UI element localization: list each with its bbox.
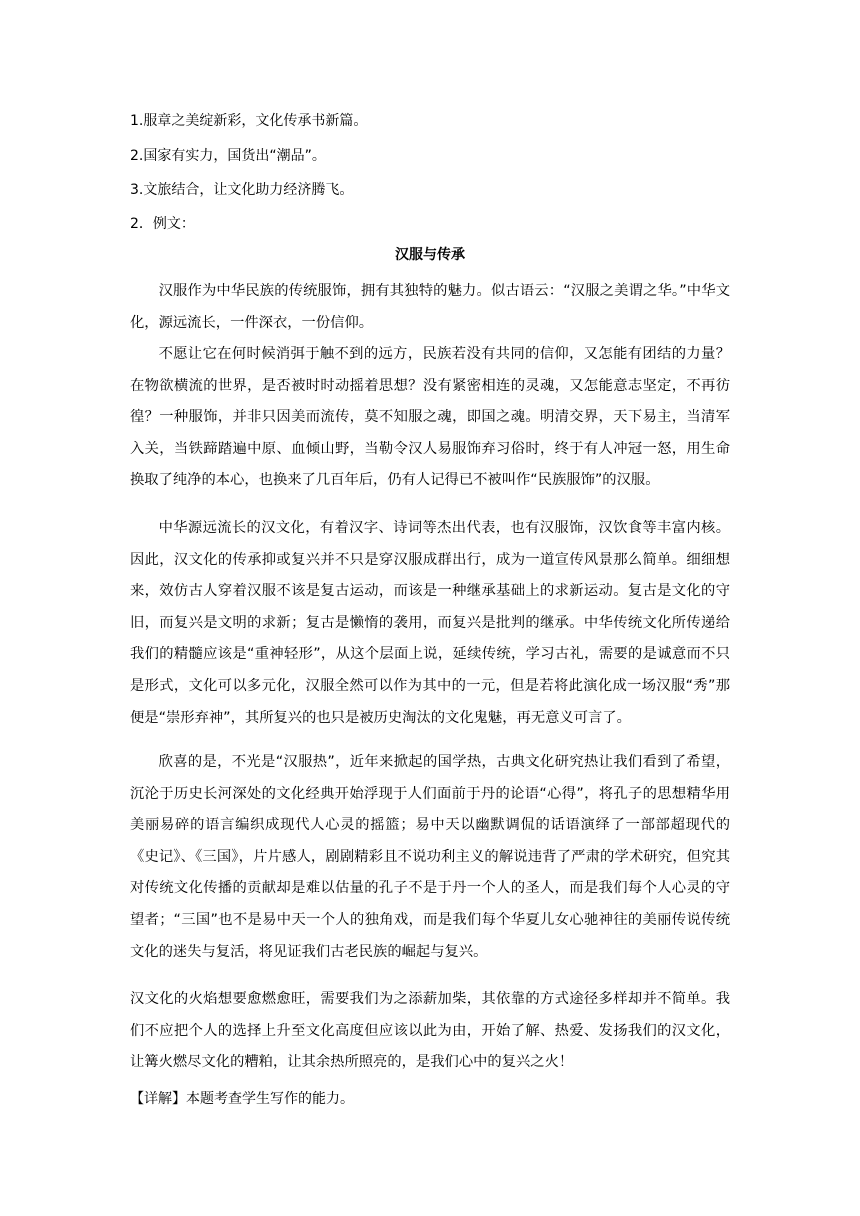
essay-paragraph-2: 不愿让它在何时候消弭于触不到的远方，民族若没有共同的信仰，又怎能有团结的力量？在物欲横流的世界，是否被时时动摇着思想？没有紧密相连的灵魂，又怎能意志坚定，不再彷徨？一种服饰，并非只因美而流传，莫不知服之魂，即国之魂。明清交界，天下易主，当清军入关，当铁蹄踏遍中原、血倾山野，当勒令汉人易服饰弃习俗时，终于有人冲冠一怒，用生命换取了纯净的本心，也换来了几百年后，仍有人记得已不被叫作“民族服饰”的汉服。 <box>130 346 730 489</box>
explanation-text: 【详解】本题考查学生写作的能力。 <box>130 1091 354 1107</box>
essay-title: 汉服与传承 <box>395 247 465 263</box>
outline-item-1: 1.服章之美绽新彩，文化传承书新篇。 <box>130 113 368 129</box>
essay-paragraph-3: 中华源远流长的汉文化，有着汉字、诗词等杰出代表，也有汉服饰，汉饮食等丰富内核。因此，汉文化的传承抑或复兴并不只是穿汉服成群出行，成为一道宣传风景那么简单。细细想来，效仿古人穿着汉服不该是复古运动，而该是一种继承基础上的求新运动。复古是文化的守旧，而复兴是文明的求新；复古是懒惰的袭用，而复兴是批判的继承。中华传统文化所传递给我们的精髓应该是“重神轻形”，从这个层面上说，延续传统，学习古礼，需要的是诚意而不只是形式，文化可以多元化，汉服全然可以作为其中的一元，但是若将此演化成一场汉服“秀”那便是“崇形弃神”，其所复兴的也只是被历史淘汰的文化鬼魅，再无意义可言了。 <box>130 520 730 726</box>
essay-paragraph-1: 汉服作为中华民族的传统服饰，拥有其独特的魅力。似古语云：“汉服之美谓之华。”中华文化，源远流长，一件深衣，一份信仰。 <box>130 283 730 331</box>
essay-paragraph-4: 欣喜的是，不光是“汉服热”，近年来掀起的国学热，古典文化研究热让我们看到了希望，沉沦于历史长河深处的文化经典开始浮现于人们面前于丹的论语“心得”，将孔子的思想精华用美丽易碎的语言编织成现代人心灵的摇篮；易中天以幽默调侃的话语演绎了一部部超现代的《史记》、《三国》，片片感人，剧剧精彩且不说功利主义的解说违背了严肃的学术研究，但究其对传统文化传播的贡献却是难以估量的孔子不是于丹一个人的圣人，而是我们每个人心灵的守望者；“三国”也不是易中天一个人的独角戏，而是我们每个华夏儿女心驰神往的美丽传说传统文化的迷失与复活，将见证我们古老民族的崛起与复兴。 <box>130 754 730 960</box>
example-label: 2．例文： <box>130 216 195 232</box>
essay-paragraph-5: 汉文化的火焰想要愈燃愈旺，需要我们为之添薪加柴，其依靠的方式途径多样却并不简单。我们不应把个人的选择上升至文化高度但应该以此为由，开始了解、热爱、发扬我们的汉文化，让篝火燃尽文化的糟粕，让其余热所照亮的，是我们心中的复兴之火！ <box>130 991 730 1071</box>
outline-item-2: 2.国家有实力，国货出“潮品”。 <box>130 148 326 164</box>
outline-item-3: 3.文旅结合，让文化助力经济腾飞。 <box>130 182 354 198</box>
